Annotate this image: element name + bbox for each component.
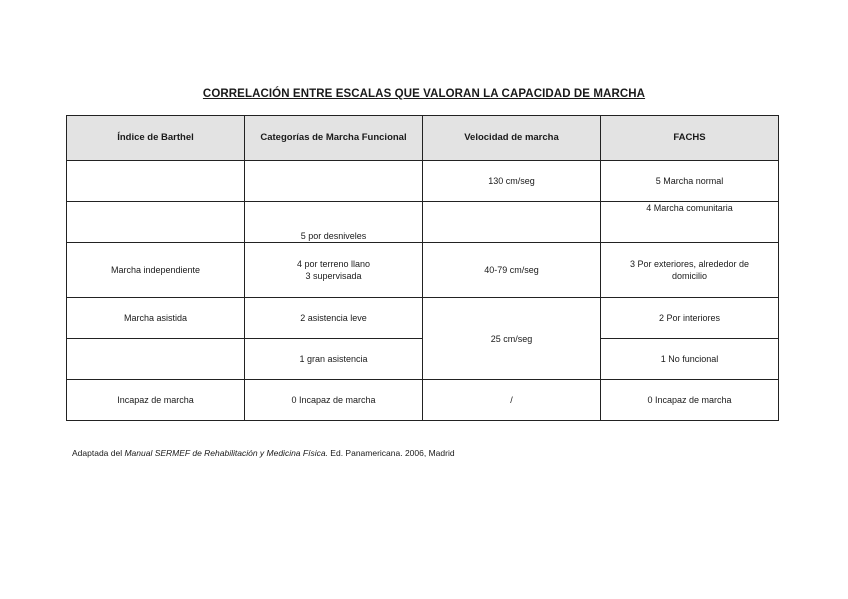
cell-line: domicilio bbox=[671, 271, 707, 281]
cell-fachs: 0 Incapaz de marcha bbox=[601, 380, 779, 421]
caption-prefix: Adaptada del bbox=[72, 448, 125, 458]
cell-barthel bbox=[67, 202, 245, 243]
document-title: CORRELACIÓN ENTRE ESCALAS QUE VALORAN LA CAPACIDAD DE MARCHA bbox=[202, 88, 646, 100]
cell-fachs: 4 Marcha comunitaria bbox=[601, 202, 779, 243]
source-caption bbox=[72, 448, 455, 458]
header-velocidad: Velocidad de marcha bbox=[423, 116, 601, 161]
cell-fachs bbox=[601, 243, 779, 298]
cell-velocidad: 130 cm/seg bbox=[423, 161, 601, 202]
cell-categorias bbox=[245, 161, 423, 202]
cell-barthel: Incapaz de marcha bbox=[67, 380, 245, 421]
cell-fachs: 5 Marcha normal bbox=[601, 161, 779, 202]
header-categorias: Categorías de Marcha Funcional bbox=[245, 116, 423, 161]
table-row bbox=[67, 202, 779, 243]
cell-line: 4 por terreno llano bbox=[296, 259, 371, 269]
table-row bbox=[67, 298, 779, 339]
table-row bbox=[67, 380, 779, 421]
cell-barthel: Marcha asistida bbox=[67, 298, 245, 339]
cell-velocidad: 40-79 cm/seg bbox=[423, 243, 601, 298]
cell-fachs: 1 No funcional bbox=[601, 339, 779, 380]
cell-categorias: 1 gran asistencia bbox=[245, 339, 423, 380]
cell-categorias: 2 asistencia leve bbox=[245, 298, 423, 339]
caption-source-title: Manual SERMEF de Rehabilitación y Medicina Física. bbox=[124, 448, 328, 458]
cell-barthel: Marcha independiente bbox=[67, 243, 245, 298]
cell-line: 3 Por exteriores, alrededor de bbox=[629, 259, 750, 269]
correlation-table bbox=[66, 115, 779, 421]
header-fachs: FACHS bbox=[601, 116, 779, 161]
cell-barthel bbox=[67, 161, 245, 202]
caption-suffix: Ed. Panamericana. 2006, Madrid bbox=[327, 448, 455, 458]
cell-fachs: 2 Por interiores bbox=[601, 298, 779, 339]
cell-velocidad: 25 cm/seg bbox=[423, 298, 601, 380]
cell-barthel bbox=[67, 339, 245, 380]
table-row bbox=[67, 161, 779, 202]
cell-velocidad bbox=[423, 202, 601, 243]
table-header-row bbox=[67, 116, 779, 161]
cell-line: 3 supervisada bbox=[305, 271, 362, 281]
cell-categorias: 5 por desniveles bbox=[245, 202, 423, 243]
cell-categorias: 0 Incapaz de marcha bbox=[245, 380, 423, 421]
header-barthel: Índice de Barthel bbox=[67, 116, 245, 161]
cell-categorias bbox=[245, 243, 423, 298]
cell-velocidad: / bbox=[423, 380, 601, 421]
table-row bbox=[67, 243, 779, 298]
